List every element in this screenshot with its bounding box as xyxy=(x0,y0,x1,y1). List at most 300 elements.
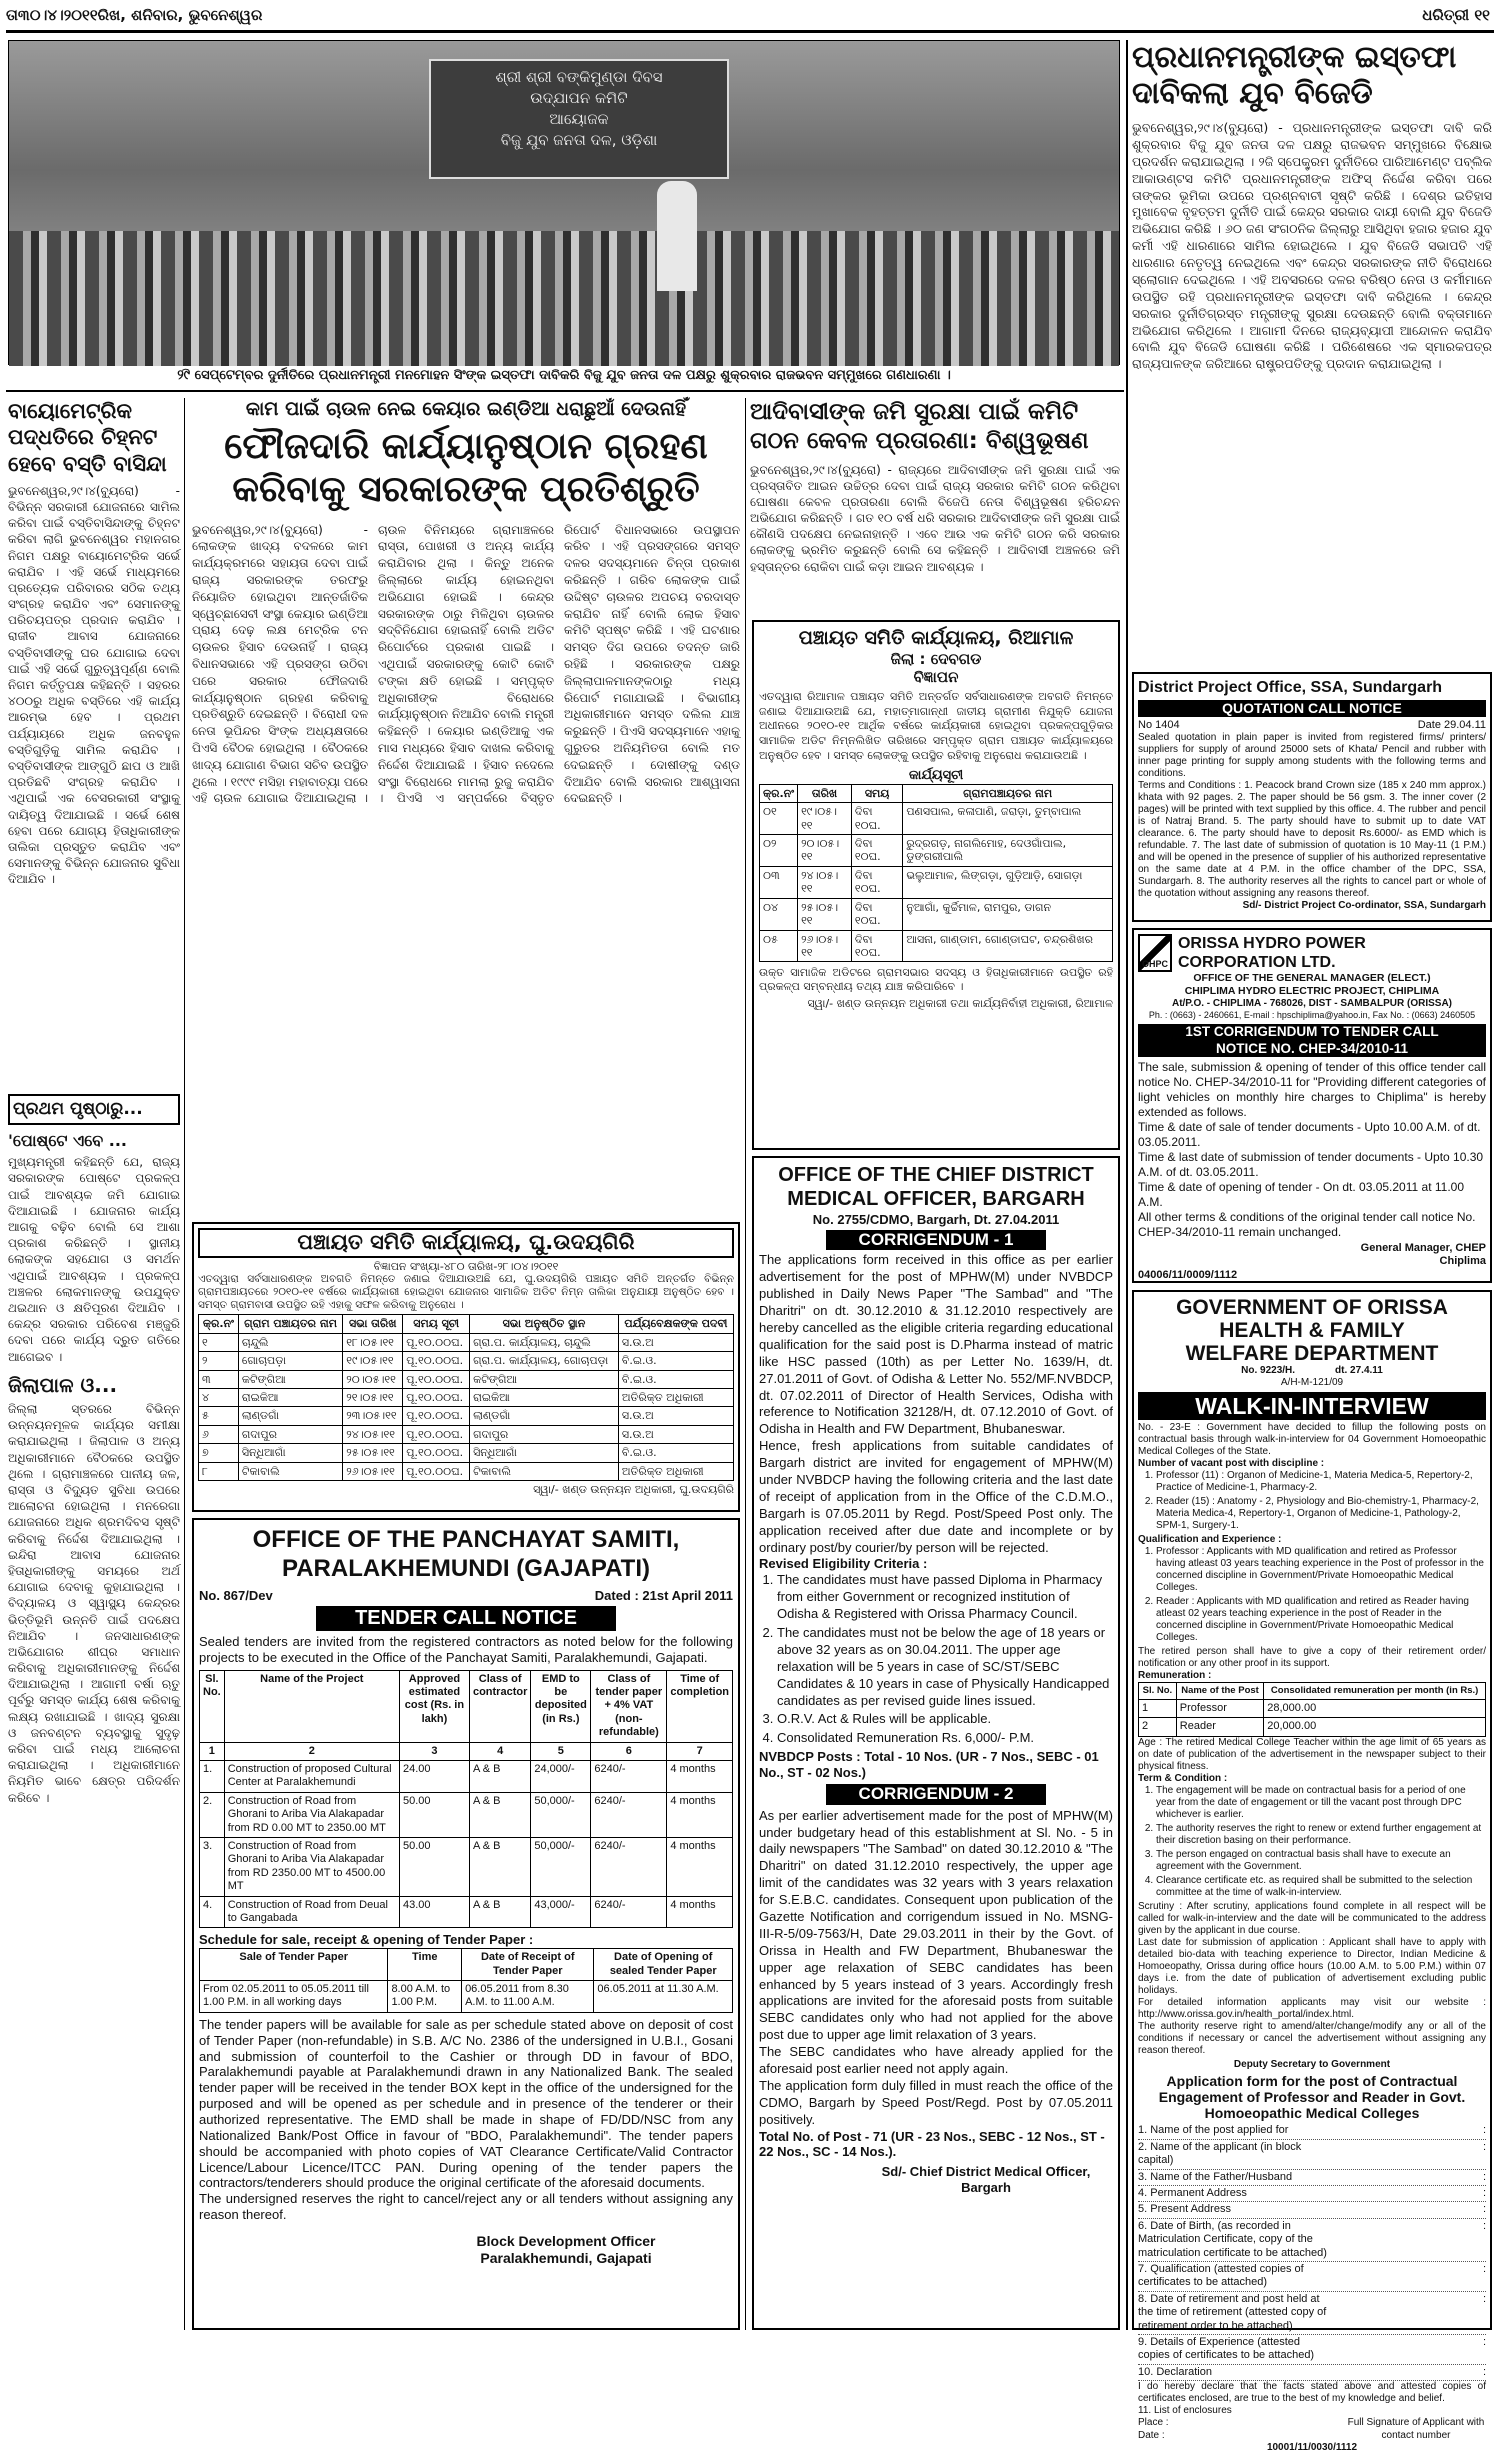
health-reserve: The authority reserve right to amend/alter/change/modify any or all of the conditions if necessary or cancel the advertisement without assigning any reason thereof. xyxy=(1138,2020,1486,2056)
cdmo-criteria xyxy=(759,1572,1113,1747)
cdmo-corr2-text: As per earlier advertisement made for the post of MPHW(M) under budgetary head of this establishment at Sl. No. - 5 in daily newspapers "The Sambad" on dated 30.12.2010 & "The Dharitri" on dated 31.12.2010 respectively, the upper age limit of the candidates was 32 years with 3 years relaxation for S.E.B.C. candidates. Consequent upon publication of the Gazette Notification and corrigendum issued in No. MSNG-III-R-5/09-7563/H, Date 29.03.2011 in their by the Govt. of Orissa in Health and FW Department, Bhubaneswar the upper age relaxation of SEBC candidates has been enhanced by 5 years instead of 3 years. Accordingly fresh applications are invited for the aforesaid posts from suitable SEBC candidates only who had not applied for the above post due to upper age limit relaxation of 3 years. xyxy=(759,1807,1113,2043)
health-qual-heading: Qualification and Experience : xyxy=(1138,1533,1282,1545)
page-header xyxy=(6,4,1494,28)
form-field-label: 6. Date of Birth, (as recorded in Matriculation Certificate, copy of the matriculation certificate to be attached) xyxy=(1138,2219,1327,2259)
notice-ohpc xyxy=(1132,928,1492,1283)
riamal-footer: ଉକ୍ତ ସାମାଜିକ ଅଡିଟରେ ଗ୍ରାମସଭାର ସଦସ୍ୟ ଓ ହିତାଧିକାରୀମାନେ ଉପସ୍ଥିତ ରହି ପ୍ରକଳ୍ପ ସମ୍ବନ୍ଧୀୟ ତଥ୍ୟ ଯାଞ୍ଚ କରିପାରିବେ । xyxy=(759,966,1113,993)
tender-row-cell: 6240/- xyxy=(591,1792,667,1837)
ohpc-corrigendum xyxy=(1138,1024,1486,1057)
riamal-row-cell: ୨୪।୦୫।୧୧ xyxy=(798,866,852,898)
header-date: ତା୩୦।୪।୨୦୧୧ରିଖ, ଶନିବାର, ଭୁବନେଶ୍ୱର xyxy=(6,6,263,24)
cdmo-corrigendum-2: CORRIGENDUM - 2 xyxy=(826,1784,1046,1805)
form-field-colon: : xyxy=(1482,2262,1486,2275)
tender-row-cell: 4. xyxy=(200,1896,225,1928)
udaygiri-row-cell: ୨୦।୦୫।୧୧ xyxy=(343,1370,403,1388)
notice-cdmo xyxy=(752,1156,1120,2330)
tender-row-cell: 24.00 xyxy=(399,1760,469,1792)
tender-row-cell: A & B xyxy=(469,1896,530,1928)
riamal-district: ଜିଲା : ଦେବଗଡ xyxy=(890,650,982,669)
schedule-cell: From 02.05.2011 to 05.05.2011 till 1.00 P.M. in all working days xyxy=(200,1981,388,2013)
photo-speaker xyxy=(657,181,697,291)
health-sign-row xyxy=(1138,2417,1486,2441)
banner-line: ବିଜୁ ଯୁବ ଜନତା ଦଳ, ଓଡ଼ିଶା xyxy=(500,131,658,149)
form-field xyxy=(1138,2170,1486,2186)
udaygiri-row-cell: ୧୯।୦୫।୧୧ xyxy=(343,1352,403,1370)
udaygiri-row-cell: ୫ xyxy=(199,1407,239,1425)
udaygiri-row-cell: ପୂ.୧୦.୦୦ଘ. xyxy=(403,1389,470,1407)
udaygiri-row xyxy=(199,1352,734,1370)
tender-rows xyxy=(200,1760,733,1927)
form-field-label: 7. Qualification (attested copies of certificates to be attached) xyxy=(1138,2262,1304,2289)
riamal-row-cell: ଦିବା ୧୦ଘ. xyxy=(851,930,902,962)
health-title-1: GOVERNMENT OF ORISSA xyxy=(1176,1296,1448,1319)
udaygiri-row-cell: ଗୋଚାପଡ଼ା xyxy=(238,1352,342,1370)
form-field xyxy=(1138,2186,1486,2202)
cdmo-posts: NVBDCP Posts : Total - 10 Nos. (UR - 7 Nos., SEBC - 01 No., ST - 02 Nos.) xyxy=(759,1749,1099,1781)
ohpc-logo xyxy=(1138,934,1172,972)
health-deputy: Deputy Secretary to Government xyxy=(1233,2058,1391,2070)
tender-row-cell: 4 months xyxy=(667,1896,733,1928)
ssa-number: No 1404 xyxy=(1138,718,1180,731)
form-field-label: 10. Declaration xyxy=(1138,2365,1212,2378)
form-field-label: 8. Date of retirement and post held at the time of retirement (attested copy of retirement order to be attached) xyxy=(1138,2292,1327,2332)
tender-col-number: 2 xyxy=(224,1742,399,1760)
story-pm xyxy=(1132,40,1492,665)
udaygiri-row-cell: ୬ xyxy=(199,1425,239,1443)
rem-row xyxy=(1139,1699,1486,1717)
tender-row-cell: 24,000/- xyxy=(531,1760,591,1792)
udaygiri-row-cell: ୪ xyxy=(199,1389,239,1407)
udaygiri-row-cell: ଟିକାବାଲି xyxy=(470,1462,619,1480)
udaygiri-row-cell: ପୂ.୧୦.୦୦ଘ. xyxy=(403,1425,470,1443)
ohpc-logo-text: OHPC xyxy=(1141,959,1168,970)
health-scrutiny: Scrutiny : After scrutiny, applications found complete in all respect will be called for walk-in-interview and the date will be communicated to the address given by the applicant in due course. xyxy=(1138,1900,1486,1936)
riamal-row-cell: ୨୦।୦୫।୧୧ xyxy=(798,835,852,867)
story-biometric xyxy=(8,398,180,1088)
form-field-colon: : xyxy=(1482,2203,1486,2216)
rem-row-cell: Reader xyxy=(1176,1718,1263,1736)
notice-health xyxy=(1132,1290,1492,2453)
udaygiri-row-cell: ଲାଣ୍ଡଗାଁ xyxy=(470,1407,619,1425)
form-field xyxy=(1138,2262,1486,2292)
cdmo-title-1: OFFICE OF THE CHIEF DISTRICT xyxy=(778,1164,1094,1186)
udaygiri-row-cell: ସ.ଉ.ଅ xyxy=(618,1407,733,1425)
tender-row-cell: 50.00 xyxy=(399,1837,469,1896)
riamal-table xyxy=(759,784,1113,962)
ssa-number-row xyxy=(1138,719,1486,732)
riamal-row-cell: ପଣସପାଲ, କଳାପାଣି, ଜରାଡ଼ା, ତୁମ୍ବାପାଲ xyxy=(903,803,1113,835)
ohpc-sign-2: Chiplima xyxy=(1439,1255,1486,1268)
riamal-row-cell: ଦିବା ୧୦ଘ. xyxy=(851,866,902,898)
paralakhemundi-body: The tender papers will be available for sale as per schedule stated above on deposit of cost of Tender Paper (non-refundable) in S.B. A/C No. 2386 of the undersigned in U.B.I., Gosani and submission of counterfoil to the Cashier or through DD in favour of BDO, Paralakhemundi payable at Paralakhemundi drawn in any Nationalized Bank. The sealed tender paper will be received in the tender BOX kept in the office of the undersigned for the purposed and will be opened as per schedule and in presence of the tenderer or their authorized representative. The EMD shall be made in shape of FD/DD/NSC from any Nationalized Bank/Post Office in favour of "BDO, Paralakhemundi". The tender papers should be accompanied with photo copies of VAT Clearance Certificate/Valid Contractor Licence/Labour Licence/ITCC PAN. During opening of the tender papers the contractors/tenderers should produce the original certificate of the aforesaid documents. xyxy=(199,2016,733,2191)
riamal-row-cell: ୧୯।୦୫।୧୧ xyxy=(798,803,852,835)
tender-row-cell: 43.00 xyxy=(399,1896,469,1928)
story-tribal-body: ଭୁବନେଶ୍ୱର,୨୯।୪(ବ୍ୟୁରୋ) - ରାଜ୍ୟରେ ଆଦିବାସୀଙ୍କ ଜମି ସୁରକ୍ଷା ପାଇଁ ଏକ ପ୍ରସ୍ତାବିତ ଆଇନ ଉଚ୍ଚିତ୍ର ଦେବା ପାଇଁ ରାଜ୍ୟ ସରକାର କମିଟି ଗଠନ କରିଥିବା ଘୋଷଣା କେବଳ ପ୍ରତାରଣା ବୋଲି ବିଜେପି ନେତା ବିଶ୍ୱଭୂଷଣ ହରିଚନ୍ଦନ ଅଭିଯୋଗ କରିଛନ୍ତି । ଗତ ୧୦ ବର୍ଷ ଧରି ସରକାର ଆଦିବାସୀଙ୍କ ଜମି ସୁରକ୍ଷା ପାଇଁ କୌଣସି ପଦକ୍ଷେପ ନେଇନାହାନ୍ତି । ଏବେ ଆଉ ଏକ କମିଟି ଗଠନ କରି ସରକାର ଲୋକଙ୍କୁ ଭ୍ରମିତ କରୁଛନ୍ତି ବୋଲି ସେ କହିଛନ୍ତି । ଆଦିବାସୀ ଅଞ୍ଚଳରେ ଜମି ହସ୍ତାନ୍ତର ରୋକିବା ପାଇଁ କଡ଼ା ଆଇନ ଆବଶ୍ୟକ । xyxy=(750,462,1120,574)
udaygiri-row-cell: ୮ xyxy=(199,1462,239,1480)
photo-crowd xyxy=(9,231,1119,366)
riamal-col-head: ଗ୍ରାମପଞ୍ଚାୟତର ନାମ xyxy=(903,784,1113,802)
udaygiri-sign: ସ୍ୱା/- ଖଣ୍ଡ ଉନ୍ନୟନ ଅଧିକାରୀ, ଘୁ.ଉଦୟଗିରି xyxy=(533,1483,734,1497)
health-vacant-item: 2. Reader (15) : Anatomy - 2, Physiology and Bio-chemistry-1, Pharmacy-2, Materia Medica-4, Repertory-1, Organon of Medicine-1, Pathology-2, SPM-1, Surgery-1. xyxy=(1156,1496,1486,1532)
tender-row-cell: 6240/- xyxy=(591,1896,667,1928)
notice-paralakhemundi xyxy=(192,1518,740,2330)
riamal-row-cell: ୨୬।୦୫।୧୧ xyxy=(798,930,852,962)
tender-row xyxy=(200,1792,733,1837)
ohpc-line-1: OFFICE OF THE GENERAL MANAGER (ELECT.) xyxy=(1193,972,1431,985)
form-field-colon: : xyxy=(1482,2292,1486,2305)
health-enclosures: 11. List of enclosures xyxy=(1138,2405,1232,2417)
cdmo-corrigendum-1: CORRIGENDUM - 1 xyxy=(826,1230,1046,1251)
form-field-colon: : xyxy=(1482,2219,1486,2232)
udaygiri-sub: ବିଜ୍ଞାପନ ସଂଖ୍ୟା-୪୮୦ ତାରିଖ-୨୮।୦୪।୨୦୧୧ xyxy=(373,1259,559,1273)
paralakhemundi-title-2: PARALAKHEMUNDI (GAJAPATI) xyxy=(282,1555,650,1583)
udaygiri-row-cell: ବି.ଇ.ଓ. xyxy=(618,1444,733,1462)
riamal-row-cell: ଦିବା ୧୦ଘ. xyxy=(851,803,902,835)
tender-row-cell: A & B xyxy=(469,1837,530,1896)
schedule-table xyxy=(199,1948,733,2013)
riamal-rows xyxy=(760,803,1113,962)
photo-caption: ୨୯ି ସେପ୍ଟେମ୍ବର ଦୁର୍ନୀତିରେ ପ୍ରଧାନମନ୍ତ୍ରୀ ମନମୋହନ ସିଂଙ୍କ ଇସ୍ତଫା ଦାବିକରି ବିଜୁ ଯୁବ ଜନତା ଦଳ ପକ୍ଷରୁ ଶୁକ୍ରବାର ରାଜଭବନ ସମ୍ମୁଖରେ ଗଣଧାରଣା । xyxy=(177,368,951,383)
ssa-title: District Project Office, SSA, Sundargarh xyxy=(1138,679,1443,696)
ohpc-code: 04006/11/0009/1112 xyxy=(1138,1268,1238,1281)
riamal-body: ଏତଦ୍ୱାରା ରିଆମାଳ ପଞ୍ଚାୟତ ସମିତି ଅନ୍ତର୍ଗତ ସର୍ବସାଧାରଣଙ୍କ ଅବଗତି ନିମନ୍ତେ ଜଣାଇ ଦିଆଯାଉଅଛି ଯେ, ମହାତ୍ମାଗାନ୍ଧୀ ଜାତୀୟ ଗ୍ରାମୀଣ ନିଯୁକ୍ତି ଯୋଜନା ଅଧୀନରେ ୨୦୧୦-୧୧ ଆର୍ଥିକ ବର୍ଷରେ କାର୍ଯ୍ୟକାରୀ ହୋଇଥିବା ପ୍ରକଳ୍ପଗୁଡ଼ିକର ସାମାଜିକ ଅଡିଟ ନିମ୍ନଲିଖିତ ତାରିଖରେ ସମ୍ପୃକ୍ତ ଗ୍ରାମ ପଞ୍ଚାୟତ କାର୍ଯ୍ୟାଳୟରେ ଅନୁଷ୍ଠିତ ହେବ । ସମସ୍ତ ଲୋକଙ୍କୁ ଉପସ୍ଥିତ ରହିବାକୁ ଅନୁରୋଧ କରାଯାଉଅଛି । xyxy=(759,689,1113,763)
rem-col-head: Sl. No. xyxy=(1139,1683,1177,1700)
riamal-row-cell: ୦୫ xyxy=(760,930,798,962)
notice-udaygiri xyxy=(192,1222,740,1512)
form-field-label: 1. Name of the post applied for xyxy=(1138,2124,1289,2137)
health-label: WALK-IN-INTERVIEW xyxy=(1138,1392,1486,1420)
form-field xyxy=(1138,2202,1486,2218)
cdmo-criterion: 3. O.R.V. Act & Rules will be applicable. xyxy=(777,1711,1113,1728)
udaygiri-row-cell: ୨୧।୦୫।୧୧ xyxy=(343,1389,403,1407)
cdmo-criterion: 2. The candidates must not be below the age of 18 years or above 32 years as on 30.04.2011. The upper age relaxation will be 5 years in case of SC/ST/SEBC Candidates & 10 years in case of Physically Handicapped candidates as per revised guide lines issued. xyxy=(777,1625,1113,1709)
udaygiri-col-head: ସମୟ ସୂଚୀ xyxy=(403,1315,470,1333)
continued-1-subhead: 'ପୋଷ୍ଟେ ଏବେ ... xyxy=(8,1130,127,1150)
health-signature: Full Signature of Applicant with contact number xyxy=(1347,2417,1485,2441)
udaygiri-col-head: କ୍ର.ନଂ xyxy=(199,1315,239,1333)
health-last-date: Last date for submission of application : Applicant shall have to apply with detailed bio-data with teaching experience to Director, Indian Medicine & Homoeopathy, Orissa during office hours (10.00 A.M. to 5.00 P.M.) within 07 days i.e. from the date of publication of advertisement excluding public holidays. xyxy=(1138,1936,1486,1996)
udaygiri-row-cell: ଗ୍ରା.ପ. କାର୍ଯ୍ୟାଳୟ, ଗୋଚାପଡ଼ା xyxy=(470,1352,619,1370)
riamal-row-cell: ଭଲୁଆମାଳ, ଲିଙ୍ଗଡ଼ା, ଗୁଡ଼ିଆଡ଼ି, ସୋଗଡ଼ା xyxy=(903,866,1113,898)
udaygiri-row xyxy=(199,1425,734,1443)
tender-row-cell: 6240/- xyxy=(591,1837,667,1896)
riamal-row-cell: ୦୧ xyxy=(760,803,798,835)
form-field-label: 3. Name of the Father/Husband xyxy=(1138,2170,1293,2183)
tender-row-cell: 50.00 xyxy=(399,1792,469,1837)
ssa-body: Sealed quotation in plain paper is invited from registered firms/ printers/ suppliers for supply of around 25000 sets of Khata/ Pencil and rubber with inner page printing for supply among students with the following terms and conditions. xyxy=(1138,732,1486,779)
story-tribal xyxy=(750,398,1120,616)
udaygiri-row-cell: କଟିଙ୍ଗିଆ xyxy=(238,1370,342,1388)
form-field-colon: : xyxy=(1482,2170,1486,2183)
form-field-colon: : xyxy=(1482,2140,1486,2153)
cdmo-sign-2: Bargarh xyxy=(961,2180,1011,2196)
schedule-col-head: Sale of Tender Paper xyxy=(200,1949,388,1981)
udaygiri-row-cell: ୭ xyxy=(199,1444,239,1462)
udaygiri-row xyxy=(199,1462,734,1480)
riamal-col-head: ସମୟ xyxy=(851,784,902,802)
rem-row xyxy=(1139,1718,1486,1736)
ohpc-line-4: Ph. : (0663) - 2460661, E-mail : hpschiplima@yahoo.in, Fax No. : (0663) 2460505 xyxy=(1148,1010,1476,1021)
form-field-label: 4. Permanent Address xyxy=(1138,2186,1247,2199)
tender-row-cell: Construction of Road from Ghorani to Ariba Via Alakapadar from RD 2350.00 MT to 4500.00 MT xyxy=(224,1837,399,1896)
story-rice-body: ଭୁବନେଶ୍ୱର,୨୯।୪(ବ୍ୟୁରୋ) - ଲୋକଙ୍କ ଖାଦ୍ୟ ବଦଳରେ କାମ କାର୍ଯ୍ୟକ୍ରମରେ ସହାୟତା ଦେବା ପାଇଁ ରାଜ୍ୟ ସରକାରଙ୍କ ତରଫରୁ ନିୟୋଜିତ ହୋଇଥିବା ଆନ୍ତର୍ଜାତିକ ସ୍ୱେଚ୍ଛାସେବୀ ସଂସ୍ଥା କେୟାର ଇଣ୍ଡିଆ ପ୍ରାୟ ଦେଢ଼ ଲକ୍ଷ ମେଟ୍ରିକ ଟନ ଚାଉଳର ହିସାବ ଦେଉନାହିଁ । ରାଜ୍ୟ ବିଧାନସଭାରେ ଏହି ପ୍ରସଙ୍ଗ ଉଠିବା ପରେ ସରକାର ଫୌଜଦାରି କାର୍ଯ୍ୟାନୁଷ୍ଠାନ ଗ୍ରହଣ କରିବାକୁ ପ୍ରତିଶ୍ରୁତି ଦେଇଛନ୍ତି । ବିରୋଧୀ ଦଳ ନେତା ଭୂପିନ୍ଦର ସିଂଙ୍କ ଅଧ୍ୟକ୍ଷତାରେ ପିଏସି ବୈଠକ ହୋଇଥିଲା । ବୈଠକରେ ଖାଦ୍ୟ ଯୋଗାଣ ବିଭାଗ ସଚିବ ଉପସ୍ଥିତ ଥିଲେ । ୧୯୯୯ ମସିହା ମହାବାତ୍ୟା ପରେ ଏହି ଚାଉଳ ଯୋଗାଇ ଦିଆଯାଇଥିଲା । ଚାଉଳ ବିନିମୟରେ ଗ୍ରାମାଞ୍ଚଳରେ ରାସ୍ତା, ପୋଖରୀ ଓ ଅନ୍ୟ କାର୍ଯ୍ୟ କରାଯିବାର ଥିଲା । କିନ୍ତୁ ଅନେକ ଜିଲ୍ଲାରେ କାର୍ଯ୍ୟ ହୋଇନଥିବା ଅଭିଯୋଗ ହୋଇଛି । କେନ୍ଦ୍ର ସରକାରଙ୍କ ଠାରୁ ମିଳିଥିବା ଚାଉଳର ସଦ୍‌ବିନିଯୋଗ ହୋଇନାହିଁ ବୋଲି ଅଡିଟ ରିପୋର୍ଟରେ ପ୍ରକାଶ ପାଇଛି । ଏଥିପାଇଁ ସରକାରଙ୍କୁ କୋଟି କୋଟି ଟଙ୍କା କ୍ଷତି ହୋଇଛି । ସମ୍ପୃକ୍ତ ଅଧିକାରୀଙ୍କ ବିରୋଧରେ କାର୍ଯ୍ୟାନୁଷ୍ଠାନ ନିଆଯିବ ବୋଲି ମନ୍ତ୍ରୀ କହିଛନ୍ତି । କେୟାର ଇଣ୍ଡିଆକୁ ଏକ ମାସ ମଧ୍ୟରେ ହିସାବ ଦାଖଲ କରିବାକୁ ନିର୍ଦ୍ଦେଶ ଦିଆଯାଇଛି । ହିସାବ ନଦେଲେ ସଂସ୍ଥା ବିରୋଧରେ ମାମଲା ରୁଜୁ କରାଯିବ । ପିଏସି ଏ ସମ୍ପର୍କରେ ବିସ୍ତୃତ ରିପୋର୍ଟ ବିଧାନସଭାରେ ଉପସ୍ଥାପନ କରିବ । ଏହି ପ୍ରସଙ୍ଗରେ ସମସ୍ତ ଦଳର ସଦସ୍ୟମାନେ ଚିନ୍ତା ପ୍ରକାଶ କରିଛନ୍ତି । ଗରିବ ଲୋକଙ୍କ ପାଇଁ ଉଦ୍ଦିଷ୍ଟ ଚାଉଳର ଅପଚୟ ବରଦାସ୍ତ କରାଯିବ ନାହିଁ ବୋଲି ଲୋକ ହିସାବ କମିଟି ସ୍ପଷ୍ଟ କରିଛି । ଏହି ଘଟଣାର ସମସ୍ତ ଦିଗ ଉପରେ ତଦନ୍ତ ଜାରି ରହିଛି । ସରକାରଙ୍କ ପକ୍ଷରୁ ଜିଲ୍ଲାପାଳମାନଙ୍କଠାରୁ ମଧ୍ୟ ରିପୋର୍ଟ ମଗାଯାଇଛି । ବିଭାଗୀୟ ଅଧିକାରୀମାନେ ସମସ୍ତ ଦଲିଲ ଯାଞ୍ଚ କରୁଛନ୍ତି । ପିଏସି ସଦସ୍ୟମାନେ ଏହାକୁ ଗୁରୁତର ଅନିୟମିତତା ବୋଲି ମତ ଦେଇଛନ୍ତି । ଦୋଷୀଙ୍କୁ ଦଣ୍ଡ ଦିଆଯିବ ବୋଲି ସରକାର ଆଶ୍ୱାସନା ଦେଇଛନ୍ତି । xyxy=(192,522,740,806)
ohpc-line-2: CHIPLIMA HYDRO ELECTRIC PROJECT, CHIPLIMA xyxy=(1184,985,1440,998)
form-field xyxy=(1138,2335,1486,2365)
udaygiri-row-cell: ୨୪।୦୫।୧୧ xyxy=(343,1425,403,1443)
caption-rule xyxy=(6,390,1124,392)
health-website: For detailed information applicants may visit our website : http://www.orissa.gov.in/health_portal/index.html. xyxy=(1138,1996,1486,2020)
riamal-title: ପଞ୍ଚାୟତ ସମିତି କାର୍ଯ୍ୟାଳୟ, ରିଆମାଳ xyxy=(798,627,1074,649)
health-term-item: 3. The person engaged on contractual basis shall have to execute an agreement with the Government. xyxy=(1156,1849,1486,1873)
news-photo xyxy=(8,40,1120,365)
ohpc-item: Time & date of sale of tender documents - Upto 10.00 A.M. of dt. 03.05.2011. xyxy=(1138,1120,1481,1150)
cdmo-sign-1: Sd/- Chief District Medical Officer, xyxy=(881,2164,1091,2180)
story-biometric-headline: ବାୟୋମେଟ୍ରିକ ପଦ୍ଧତିରେ ଚିହ୍ନଟ ହେବେ ବସ୍ତି ବାସିନ୍ଦା xyxy=(8,399,167,476)
tender-row-cell: 43,000/- xyxy=(531,1896,591,1928)
cdmo-number: No. 2755/CDMO, Bargarh, Dt. 27.04.2011 xyxy=(812,1211,1060,1227)
form-field-colon: : xyxy=(1482,2124,1486,2137)
form-field xyxy=(1138,2140,1486,2170)
health-number-row xyxy=(1138,1365,1486,1377)
health-terms-heading: Term & Condition : xyxy=(1138,1772,1228,1784)
ohpc-body: The sale, submission & opening of tender of this office tender call notice No. CHEP-34/2010-11 for "Providing different categories of light vehicles on monthly hire charges to Chiplima" is hereby extended as follows. xyxy=(1138,1060,1487,1120)
rem-row-cell: 20,000.00 xyxy=(1264,1718,1486,1736)
udaygiri-body: ଏତଦ୍ୱାରା ସର୍ବସାଧାରଣଙ୍କ ଅବଗତି ନିମନ୍ତେ ଜଣାଇ ଦିଆଯାଉଅଛି ଯେ, ଘୁ.ଉଦୟଗିରି ପଞ୍ଚାୟତ ସମିତି ଅନ୍ତର୍ଗତ ବିଭିନ୍ନ ଗ୍ରାମପଞ୍ଚାୟତରେ ୨୦୧୦-୧୧ ବର୍ଷରେ କାର୍ଯ୍ୟକାରୀ ହୋଇଥିବା ଯୋଜନାର ସାମାଜିକ ଅଡିଟ ନିମ୍ନ ତାଲିକା ଅନୁଯାୟୀ ଅନୁଷ୍ଠିତ ହେବ । ସମସ୍ତ ଗ୍ରାମବାସୀ ଉପସ୍ଥିତ ରହି ଏହାକୁ ସଫଳ କରିବାକୁ ଅନୁରୋଧ । xyxy=(198,1273,734,1311)
tender-table xyxy=(199,1670,733,1929)
paralakhemundi-number-row xyxy=(199,1588,733,1604)
continued-section xyxy=(8,1094,180,2330)
health-title-3: WELFARE DEPARTMENT xyxy=(1185,1342,1439,1366)
cdmo-corr1-text: The applications form received in this office as per earlier advertisement for the post of MPHW(M) under NVBDCP published in Daily News Paper "The Sambad" and "The Dharitri" on dt. 30.12.2010 & 31.12.2010 respectively are hereby cancelled as the eligible criteria regarding educational qualification for the said post is D.Pharma instead of matric like HSC passed (10th) as per Letter No. 1639/H, dt. 27.01.2011 of Govt. of Odisha & Letter No. 552/MF.NVBDCP, dt. 07.02.2011 of Director of Health Services, Odisha with reference to Notification 32128/H, dt. 07.12.2010 of Govt. of Odisha in Health and FW Department, Bhubaneswar. xyxy=(759,1252,1113,1437)
rem-row-cell: 1 xyxy=(1139,1699,1177,1717)
udaygiri-row-cell: ବି.ଇ.ଓ. xyxy=(618,1370,733,1388)
health-vacant-item: 1. Professor (11) : Organon of Medicine-1, Materia Medica-5, Repertory-2, Practice of Medicine-1, Pharmacy-2. xyxy=(1156,1470,1486,1494)
riamal-row-cell: ୨୫।୦୫।୧୧ xyxy=(798,898,852,930)
udaygiri-row-cell: ଟିକାବାଲି xyxy=(238,1462,342,1480)
udaygiri-row-cell: ୨୫।୦୫।୧୧ xyxy=(343,1444,403,1462)
udaygiri-row-cell: ଗଦାପୁର xyxy=(238,1425,342,1443)
riamal-schedule-heading: କାର୍ଯ୍ୟସୂଚୀ xyxy=(908,767,964,783)
ohpc-item: Time & date of opening of tender - On dt. 03.05.2011 at 11.00 A.M. xyxy=(1138,1180,1464,1210)
schedule-title: Schedule for sale, receipt & opening of Tender Paper : xyxy=(199,1932,534,1948)
udaygiri-row-cell: ପୂ.୧୦.୦୦ଘ. xyxy=(403,1462,470,1480)
tender-row-cell: A & B xyxy=(469,1792,530,1837)
cdmo-posts-2: Total No. of Post - 71 (UR - 23 Nos., SEBC - 12 Nos., ST - 22 Nos., SC - 14 Nos.). xyxy=(759,2128,1105,2160)
health-place: Place : xyxy=(1138,2417,1169,2429)
udaygiri-col-head: ସଭା ତାରିଖ xyxy=(343,1315,403,1333)
riamal-row xyxy=(760,835,1113,867)
tender-col-number: 7 xyxy=(667,1742,733,1760)
udaygiri-row-cell: ୧୮।୦୫।୧୧ xyxy=(343,1333,403,1351)
riamal-col-head: ତାରିଖ xyxy=(798,784,852,802)
tender-col-number: 3 xyxy=(399,1742,469,1760)
rem-col-head: Name of the Post xyxy=(1176,1683,1263,1700)
form-field xyxy=(1138,2292,1486,2335)
udaygiri-rows xyxy=(199,1333,734,1480)
schedule-cell: 8.00 A.M. to 1.00 P.M. xyxy=(388,1981,462,2013)
ssa-date: Date 29.04.11 xyxy=(1417,718,1486,731)
riamal-row xyxy=(760,930,1113,962)
tender-col-number: 1 xyxy=(200,1742,225,1760)
tender-row-cell: 2. xyxy=(200,1792,225,1837)
health-term-item: 1. The engagement will be made on contractual basis for a period of one year from the date of engagement or till the vacant post through DPC whichever is earlier. xyxy=(1156,1785,1486,1821)
notice-riamal xyxy=(752,620,1120,1150)
paralakhemundi-dated: Dated : 21st April 2011 xyxy=(594,1587,733,1603)
story-biometric-body: ଭୁବନେଶ୍ୱର,୨୯।୪(ବ୍ୟୁରୋ) - ବିଭିନ୍ନ ସରକାରୀ ଯୋଜନାରେ ସାମିଲ କରିବା ପାଇଁ ବସ୍ତିବାସିନ୍ଦାଙ୍କୁ ଚିହ୍ନଟ କରିବା ଲାଗି ଭୁବନେଶ୍ୱର ମହାନଗର ନିଗମ ପକ୍ଷରୁ ବାୟୋମେଟ୍ରିକ ସର୍ଭେ କରାଯିବ । ଏହି ସର୍ଭେ ମାଧ୍ୟମରେ ପ୍ରତ୍ୟେକ ପରିବାରର ସଠିକ ତଥ୍ୟ ସଂଗ୍ରହ କରାଯିବ ଏବଂ ସେମାନଙ୍କୁ ପରିଚୟପତ୍ର ପ୍ରଦାନ କରାଯିବ । ରାଜୀବ ଆବାସ ଯୋଜନାରେ ବସ୍ତିବାସୀଙ୍କୁ ଘର ଯୋଗାଇ ଦେବା ପାଇଁ ଏହି ସର୍ଭେ ଗୁରୁତ୍ୱପୂର୍ଣ୍ଣ ବୋଲି ନିଗମ କର୍ତ୍ତୃପକ୍ଷ କହିଛନ୍ତି । ସହରର ୪୦୦ରୁ ଅଧିକ ବସ୍ତିରେ ଏହି କାର୍ଯ୍ୟ ଆରମ୍ଭ ହେବ । ପ୍ରଥମ ପର୍ଯ୍ୟାୟରେ ଅଧିକ ଜନବହୁଳ ବସ୍ତିଗୁଡ଼ିକୁ ସାମିଲ କରାଯିବ । ବସ୍ତିବାସୀଙ୍କ ଆଙ୍ଗୁଠି ଛାପ ଓ ଆଖି ପ୍ରତିଛବି ସଂଗ୍ରହ କରାଯିବ । ଏଥିପାଇଁ ଏକ ବେସରକାରୀ ସଂସ୍ଥାକୁ ଦାୟିତ୍ୱ ଦିଆଯାଇଛି । ସର୍ଭେ ଶେଷ ହେବା ପରେ ଯୋଗ୍ୟ ହିତାଧିକାରୀଙ୍କ ତାଲିକା ପ୍ରସ୍ତୁତ କରାଯିବ ଏବଂ ସେମାନଙ୍କୁ ବିଭିନ୍ନ ଯୋଜନାର ସୁବିଧା ଦିଆଯିବ । xyxy=(8,483,180,887)
story-pm-headline: ପ୍ରଧାନମନ୍ତ୍ରୀଙ୍କ ଇସ୍ତଫା ଦାବିକଲା ଯୁବ ବିଜେଡି xyxy=(1132,40,1457,111)
cdmo-corr2-text3: The application form duly filled in must reach the office of the CDMO, Bargarh by Speed Post/Regd. Post by 07.05.2011 positively. xyxy=(759,2077,1113,2127)
tender-row-cell: 6240/- xyxy=(591,1760,667,1792)
ohpc-corr-line-1: 1ST CORRIGENDUM TO TENDER CALL xyxy=(1185,1024,1439,1040)
udaygiri-row-cell: ସ.ଉ.ଅ xyxy=(618,1333,733,1351)
riamal-row xyxy=(760,898,1113,930)
riamal-label: ବିଜ୍ଞାପନ xyxy=(913,668,959,687)
schedule-col-head: Date of Opening of sealed Tender Paper xyxy=(594,1949,733,1981)
udaygiri-col-head: ସଭା ଅନୁଷ୍ଠିତ ସ୍ଥାନ xyxy=(470,1315,619,1333)
tender-row xyxy=(200,1760,733,1792)
ohpc-corr-line-2: NOTICE NO. CHEP-34/2010-11 xyxy=(1215,1040,1409,1056)
form-field-label: 9. Details of Experience (attested copies of certificates to be attached) xyxy=(1138,2336,1315,2362)
health-age: Age : The retired Medical College Teacher within the age limit of 65 years as on date of publication of the advertisement in the newspaper subject to their physical fitness. xyxy=(1138,1736,1486,1772)
tender-row-cell: A & B xyxy=(469,1760,530,1792)
ohpc-sign-1: General Manager, CHEP xyxy=(1360,1242,1486,1255)
udaygiri-row-cell: ଗଦାପୁର xyxy=(470,1425,619,1443)
udaygiri-row-cell: ସିନ୍ଧିଆଗାଁ xyxy=(238,1444,342,1462)
banner-line: ଆୟୋଜକ xyxy=(549,110,609,128)
udaygiri-row xyxy=(199,1407,734,1425)
tender-row-cell: 50,000/- xyxy=(531,1837,591,1896)
form-field-colon: : xyxy=(1482,2365,1486,2378)
riamal-row-cell: ୦୪ xyxy=(760,898,798,930)
form-field xyxy=(1138,2219,1486,2262)
udaygiri-col-head: ଗ୍ରାମ ପଞ୍ଚାୟତର ନାମ xyxy=(238,1315,342,1333)
udaygiri-row-cell: ପୂ.୧୦.୦୦ଘ. xyxy=(403,1407,470,1425)
udaygiri-row-cell: ଲାଣ୍ଡଗାଁ xyxy=(238,1407,342,1425)
udaygiri-row-cell: ପୂ.୧୦.୦୦ଘ. xyxy=(403,1352,470,1370)
riamal-row-cell: ୦୩ xyxy=(760,866,798,898)
paralakhemundi-sign-2: Paralakhemundi, Gajapati xyxy=(480,2250,652,2267)
health-qual-item: 1. Professor : Applicants with MD qualification and retired as Professor having atleast 03 years teaching experience in the Post of professor in the concerned discipline in Government/Private Homoeopathic Medical Colleges. xyxy=(1156,1546,1486,1594)
page-number: ଧରିତ୍ରୀ ୧୧ xyxy=(1422,6,1490,24)
riamal-row-cell: ୦୨ xyxy=(760,835,798,867)
col-rule-mid xyxy=(745,398,746,2330)
health-date: dt. 27.4.11 xyxy=(1335,1365,1383,1377)
tender-row xyxy=(200,1837,733,1896)
col-rule-left xyxy=(184,398,185,2330)
tender-col-number: 4 xyxy=(469,1742,530,1760)
udaygiri-row-cell: ରାଇକିଆ xyxy=(238,1389,342,1407)
rem-row-cell: 2 xyxy=(1139,1718,1177,1736)
udaygiri-row-cell: କଟିଙ୍ଗିଆ xyxy=(470,1370,619,1388)
riamal-sign: ସ୍ୱା/- ଖଣ୍ଡ ଉନ୍ନୟନ ଅଧିକାରୀ ତଥା କାର୍ଯ୍ୟନିର୍ବାହୀ ଅଧିକାରୀ, ରିଆମାଳ xyxy=(807,997,1113,1011)
riamal-row-cell: ଦିବା ୧୦ଘ. xyxy=(851,835,902,867)
udaygiri-row-cell: ସ.ଉ.ଅ xyxy=(618,1425,733,1443)
udaygiri-row-cell: ୩ xyxy=(199,1370,239,1388)
udaygiri-row-cell: ପୂ.୧୦.୦୦ଘ. xyxy=(403,1444,470,1462)
tender-row-cell: 3. xyxy=(200,1837,225,1896)
story-rice-headline: ଫୌଜଦାରି କାର୍ଯ୍ୟାନୁଷ୍ଠାନ ଗ୍ରହଣ କରିବାକୁ ସରକାରଙ୍କ ପ୍ରତିଶ୍ରୁତି xyxy=(224,426,708,511)
form-field-colon: : xyxy=(1482,2336,1486,2348)
udaygiri-row-cell: ୨ xyxy=(199,1352,239,1370)
udaygiri-row xyxy=(199,1370,734,1388)
udaygiri-row-cell: ଅତିରିକ୍ତ ଅଧିକାରୀ xyxy=(618,1462,733,1480)
udaygiri-col-head: ପର୍ଯ୍ୟବେକ୍ଷକଙ୍କ ପଦବୀ xyxy=(618,1315,733,1333)
udaygiri-row-cell: ଚାନ୍ଦୁଲି xyxy=(238,1333,342,1351)
udaygiri-table xyxy=(198,1314,734,1481)
health-form xyxy=(1138,2123,1486,2381)
tender-col-number: 6 xyxy=(591,1742,667,1760)
health-note: The retired person shall have to give a copy of their retirement order/ notification or any other proof in its support. xyxy=(1138,1646,1486,1670)
ssa-label: QUOTATION CALL NOTICE xyxy=(1138,700,1486,717)
tender-row-cell: 50,000/- xyxy=(531,1792,591,1837)
ohpc-items xyxy=(1138,1120,1486,1240)
tender-col-number: 5 xyxy=(531,1742,591,1760)
health-intro: No. - 23-E : Government have decided to fillup the following posts on contractual basis through walk-in-interview for 04 Government Homoeopathic Medical Colleges of the State. xyxy=(1138,1421,1486,1457)
riamal-row-cell: ଆସନା, ଗାଣ୍ଡାମ, ଗୋଣ୍ଡାଘଟ, ଚନ୍ଦ୍ରଶିଖର xyxy=(903,930,1113,962)
cdmo-corr2-text2: The SEBC candidates who have already applied for the aforesaid post earlier need not apply again. xyxy=(759,2044,1113,2076)
paralakhemundi-label: TENDER CALL NOTICE xyxy=(316,1606,616,1630)
banner-line: ଶ୍ରୀ ଶ୍ରୀ ବଙ୍କିମୁଣ୍ଡା ଦିବସ xyxy=(495,68,663,86)
tender-col-head: Class of tender paper + 4% VAT (non-refundable) xyxy=(591,1670,667,1742)
health-qual-item: 2. Reader : Applicants with MD qualification and retired as Reader having atleast 02 years teaching experience in the post of Reader in the concerned discipline in Government/Private Homoeopathic Medical Colleges. xyxy=(1156,1596,1486,1644)
schedule-col-head: Time xyxy=(388,1949,462,1981)
form-field xyxy=(1138,2365,1486,2381)
health-form-title: Application form for the post of Contractual Engagement of Professor and Reader in Govt. Homoeopathic Medical Colleges xyxy=(1158,2073,1466,2122)
ohpc-line-3: At/P.O. - CHIPLIMA - 768026, DIST - SAMBALPUR (ORISSA) xyxy=(1171,997,1453,1009)
udaygiri-title: ପଞ୍ଚାୟତ ସମିତି କାର୍ଯ୍ୟାଳୟ, ଘୁ.ଉଦୟଗିରି xyxy=(198,1228,734,1258)
tender-row-cell: Construction of proposed Cultural Center at Paralakhemundi xyxy=(224,1760,399,1792)
health-qual xyxy=(1138,1546,1486,1644)
udaygiri-row-cell: ବି.ଇ.ଓ. xyxy=(618,1352,733,1370)
tender-col-head: Name of the Project xyxy=(224,1670,399,1742)
rem-rows xyxy=(1139,1699,1486,1736)
health-title-2: HEALTH & FAMILY xyxy=(1219,1319,1405,1343)
udaygiri-row-cell: ୨୬।୦୫।୧୧ xyxy=(343,1462,403,1480)
tender-row xyxy=(200,1896,733,1928)
tender-row-cell: 1. xyxy=(200,1760,225,1792)
rem-col-head: Consolidated remuneration per month (in Rs.) xyxy=(1264,1683,1486,1700)
udaygiri-row xyxy=(199,1389,734,1407)
health-declaration: I do hereby declare that the facts stated above and attested copies of certificates enclosed, are true to the best of my knowledge and belief. xyxy=(1138,2381,1486,2405)
tender-col-head: Time of completion xyxy=(667,1670,733,1742)
story-rice xyxy=(192,398,740,1218)
tender-col-head: Class of contractor xyxy=(469,1670,530,1742)
udaygiri-row xyxy=(199,1444,734,1462)
ssa-sign: Sd/- District Project Co-ordinator, SSA, Sundargarh xyxy=(1242,900,1486,911)
banner-line: ଉଦ୍‌ଯାପନ କମିଟି xyxy=(530,89,628,107)
form-field-colon: : xyxy=(1482,2186,1486,2199)
notice-ssa xyxy=(1132,672,1492,922)
story-tribal-headline: ଆଦିବାସୀଙ୍କ ଜମି ସୁରକ୍ଷା ପାଇଁ କମିଟି ଗଠନ କେବଳ ପ୍ରତାରଣା: ବିଶ୍ୱଭୂଷଣ xyxy=(750,399,1089,454)
cdmo-criterion: 1. The candidates must have passed Diploma in Pharmacy from either Government or recognized institution of Odisha & Registered with Orissa Pharmacy Council. xyxy=(777,1572,1113,1623)
health-rem-table xyxy=(1138,1682,1486,1736)
tender-row-cell: 4 months xyxy=(667,1792,733,1837)
udaygiri-row-cell: ୨୩।୦୫।୧୧ xyxy=(343,1407,403,1425)
tender-col-head: Approved estimated cost (Rs. in lakh) xyxy=(399,1670,469,1742)
health-term-item: 4. Clearance certificate etc. as required shall be submitted to the selection committee at the time of walk-in-interview. xyxy=(1156,1875,1486,1899)
riamal-row xyxy=(760,803,1113,835)
udaygiri-row-cell: ପୂ.୧୦.୦୦ଘ. xyxy=(403,1370,470,1388)
ohpc-head xyxy=(1138,934,1486,972)
riamal-col-head: କ୍ର.ନଂ xyxy=(760,784,798,802)
header-rule xyxy=(6,30,1494,33)
udaygiri-row-cell: ରାଇକିଆ xyxy=(470,1389,619,1407)
photo-banner xyxy=(429,59,729,179)
ohpc-item: All other terms & conditions of the original tender call notice No. CHEP-34/2010-11 remain unchanged. xyxy=(1138,1210,1476,1240)
form-field-label: 5. Present Address xyxy=(1138,2203,1231,2216)
health-vacant xyxy=(1138,1470,1486,1532)
cdmo-title-2: MEDICAL OFFICER, BARGARH xyxy=(787,1188,1085,1211)
